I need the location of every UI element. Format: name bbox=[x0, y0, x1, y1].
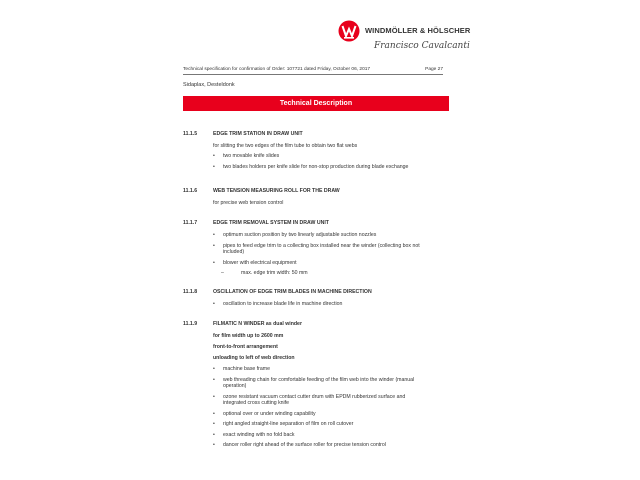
wh-logo-icon bbox=[338, 20, 360, 42]
list-item: • web threading chain for comfortable feeding of the film web into the winder (manual operation) bbox=[213, 377, 423, 390]
page-number: Page 27 bbox=[425, 67, 443, 72]
section-number: 11.1.7 bbox=[183, 220, 198, 226]
list-item: • optimum suction position by two linearly adjustable suction nozzles bbox=[213, 232, 423, 239]
spec-text: Technical specification for confirmation of Order: 107721 dated Friday, October 06, 2017 bbox=[183, 67, 371, 72]
spec-bold-line: front-to-front arrangement bbox=[213, 344, 278, 350]
sub-list-item: – max. edge trim width: 50 mm bbox=[221, 270, 423, 276]
list-item: • pipes to feed edge trim to a collecting box installed near the winder (collecting box not included) bbox=[213, 243, 423, 256]
section-intro: for precise web tension control bbox=[213, 200, 284, 206]
list-item: • machine base frame bbox=[213, 366, 423, 373]
list-item: • two movable knife slides bbox=[213, 153, 423, 160]
list-item: • exact winding with no fold back bbox=[213, 432, 423, 439]
section-title: WEB TENSION MEASURING ROLL FOR THE DRAW bbox=[213, 188, 340, 194]
section-intro: for slitting the two edges of the film tube to obtain two flat webs bbox=[213, 143, 358, 149]
section-title: EDGE TRIM REMOVAL SYSTEM IN DRAW UNIT bbox=[213, 220, 329, 226]
brand-name: WINDMÖLLER & HÖLSCHER bbox=[365, 26, 471, 35]
section-number: 11.1.8 bbox=[183, 289, 198, 295]
section-title: FILMATIC N WINDER as dual winder bbox=[213, 321, 302, 327]
list-item: • dancer roller right ahead of the surface roller for precise tension control bbox=[213, 442, 423, 449]
section-title: OSCILLATION OF EDGE TRIM BLADES IN MACHINE DIRECTION bbox=[213, 289, 372, 295]
section-title: EDGE TRIM STATION IN DRAW UNIT bbox=[213, 131, 303, 137]
list-item: • two blades holders per knife slide for non-stop production during blade exchange bbox=[213, 164, 423, 171]
spec-bold-line: unloading to left of web direction bbox=[213, 355, 295, 361]
spec-bold-line: for film width up to 2600 mm bbox=[213, 333, 284, 339]
section-number: 11.1.6 bbox=[183, 188, 198, 194]
section-number: 11.1.9 bbox=[183, 321, 198, 327]
section-number: 11.1.5 bbox=[183, 131, 198, 137]
list-item: • ozone resistant vacuum contact cutter drum with EPDM rubberized surface and integrated cross cutting knife bbox=[213, 394, 423, 407]
spec-line bbox=[183, 67, 443, 72]
site-name: Sidaplax, Desteldonk bbox=[183, 82, 235, 88]
list-item: • optional over or under winding capability bbox=[213, 411, 423, 418]
list-item: • blower with electrical equipment bbox=[213, 260, 423, 267]
section-banner: Technical Description bbox=[183, 96, 449, 111]
list-item: • right angled straight-line separation of film on roll cutover bbox=[213, 421, 423, 428]
list-item: • oscillation to increase blade life in machine direction bbox=[213, 301, 423, 308]
brand-header bbox=[338, 20, 478, 56]
brand-signature: Francisco Cavalcanti bbox=[374, 41, 470, 51]
header-divider bbox=[183, 74, 443, 75]
